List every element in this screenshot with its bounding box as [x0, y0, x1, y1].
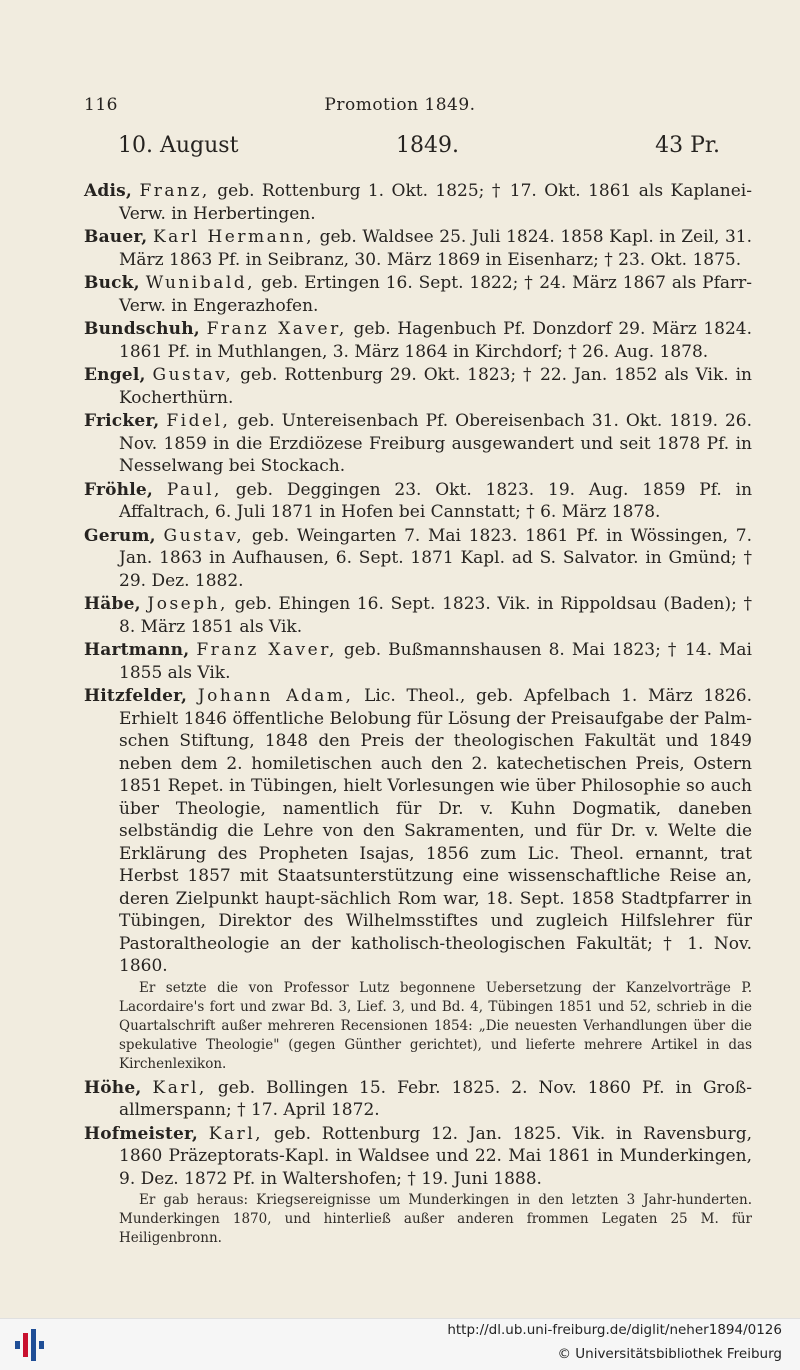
viewer-footer — [0, 1318, 800, 1370]
copyright-notice: © Universitätsbibliothek Freiburg — [557, 1346, 782, 1362]
promotion-year: 1849. — [396, 133, 459, 158]
promotion-date: 10. August — [118, 133, 239, 158]
entry-note: Er setzte die von Professor Lutz begonnene Uebersetzung der Kanzelvorträge P. Lacordaire's fort und zwar Bd. 3, Lief. 3, und Bd. 4, Tübingen 1851 und 52, schrieb in die Quartalschrift außer mehreren Recensionen 1854: „Die neuesten Verhandlungen über die spekulative Theologie" (gegen Günther gerichtet), und lieferte mehrere Artikel in das Kirchenlexikon. — [119, 979, 752, 1072]
biography-entry — [84, 364, 752, 409]
entry-given-name: Karl, — [208, 1123, 264, 1144]
page-number: 116 — [84, 95, 118, 115]
running-title: Promotion 1849. — [324, 95, 476, 115]
entries-list — [84, 180, 752, 1251]
biography-entry — [84, 1077, 752, 1122]
entry-given-name: Franz, — [139, 181, 210, 201]
entry-given-name: Gustav, — [163, 525, 245, 546]
promotion-count: 43 Pr. — [655, 133, 720, 158]
entry-surname: Fricker, — [84, 411, 160, 431]
entry-text: geb. Hagenbuch Pf. Donzdorf 29. März 1824. 1861 Pf. in Muthlangen, 3. März 1864 in Kirchdorf; † 26. Aug. 1878. — [119, 319, 753, 362]
biography-entry — [84, 593, 752, 638]
entry-given-name: Karl Hermann, — [152, 227, 315, 247]
university-library-logo-icon — [12, 1327, 52, 1363]
entry-surname: Bauer, — [84, 227, 148, 247]
entry-text: geb. Bußmannshausen 8. Mai 1823; † 14. Mai 1855 als Vik. — [119, 640, 752, 683]
entry-given-name: Joseph, — [147, 594, 228, 614]
entry-given-name: Fidel, — [166, 411, 231, 431]
entry-surname: Buck, — [84, 273, 140, 293]
entry-text: geb. Bollingen 15. Febr. 1825. 2. Nov. 1860 Pf. in Groß-allmerspann; † 17. April 1872. — [119, 1077, 752, 1120]
biography-entry — [84, 226, 752, 271]
entry-given-name: Johann Adam, — [197, 686, 354, 706]
biography-entry — [84, 685, 752, 978]
biography-entry — [84, 525, 752, 593]
entry-surname: Engel, — [84, 365, 146, 385]
entry-given-name: Wunibald, — [145, 273, 256, 293]
entry-text: geb. Ertingen 16. Sept. 1822; † 24. März 1867 als Pfarr-Verw. in Engerazhofen. — [119, 273, 752, 316]
entry-surname: Gerum, — [84, 525, 156, 546]
entry-surname: Hofmeister, — [84, 1123, 199, 1144]
biography-entry — [84, 1123, 752, 1191]
entry-given-name: Franz Xaver, — [196, 640, 337, 660]
entry-surname: Häbe, — [84, 594, 141, 614]
biography-entry — [84, 410, 752, 478]
biography-entry — [84, 318, 752, 363]
biography-entry — [84, 180, 752, 225]
entry-given-name: Franz Xaver, — [206, 319, 347, 339]
entry-given-name: Karl, — [152, 1077, 207, 1098]
entry-surname: Hitzfelder, — [84, 686, 188, 706]
entry-text: geb. Ehingen 16. Sept. 1823. Vik. in Rippoldsau (Baden); † 8. März 1851 als Vik. — [119, 594, 753, 637]
biography-entry — [84, 272, 752, 317]
entry-given-name: Paul, — [166, 479, 222, 500]
promotion-date-line — [118, 133, 720, 163]
entry-text: geb. Untereisenbach Pf. Obereisenbach 31. Okt. 1819. 26. Nov. 1859 in die Erzdiözese Freiburg ausgewandert und seit 1878 Pf. in Nesselwang bei Stockach. — [119, 411, 753, 476]
entry-given-name: Gustav, — [152, 365, 234, 385]
entry-surname: Bundschuh, — [84, 319, 200, 339]
entry-surname: Fröhle, — [84, 479, 154, 500]
entry-text: geb. Rottenburg 12. Jan. 1825. Vik. in Ravensburg, 1860 Präzeptorats-Kapl. in Waldsee und 22. Mai 1861 in Munderkingen, 9. Dez. 1872 Pf. in Waltershofen; † 19. Juni 1888. — [119, 1123, 752, 1189]
permalink-link[interactable]: http://dl.ub.uni-freiburg.de/diglit/neher1894/0126 — [447, 1322, 782, 1338]
biography-entry — [84, 479, 752, 524]
entry-note: Er gab heraus: Kriegsereignisse um Munderkingen in den letzten 3 Jahr-hunderten. Munderkingen 1870, und hinterließ außer anderen frommen Legaten 25 M. für Heiligenbronn. — [119, 1192, 752, 1246]
entry-text: geb. Rottenburg 1. Okt. 1825; † 17. Okt. 1861 als Kaplanei-Verw. in Herbertingen. — [119, 181, 752, 224]
entry-text: geb. Waldsee 25. Juli 1824. 1858 Kapl. in Zeil, 31. März 1863 Pf. in Seibranz, 30. März 1869 in Eisenharz; † 23. Okt. 1875. — [119, 227, 753, 270]
entry-surname: Höhe, — [84, 1077, 142, 1098]
entry-text: geb. Deggingen 23. Okt. 1823. 19. Aug. 1859 Pf. in Affaltrach, 6. Juli 1871 in Hofen bei Cannstatt; † 6. März 1878. — [119, 479, 753, 522]
biography-entry — [84, 639, 752, 684]
entry-surname: Hartmann, — [84, 640, 190, 660]
entry-surname: Adis, — [84, 181, 133, 201]
entry-text: geb. Rottenburg 29. Okt. 1823; † 22. Jan. 1852 als Vik. in Kocherthürn. — [119, 365, 752, 408]
entry-text: geb. Weingarten 7. Mai 1823. 1861 Pf. in Wössingen, 7. Jan. 1863 in Aufhausen, 6. Sept. 1871 Kapl. ad S. Salvator. in Gmünd; † 29. Dez. 1882. — [119, 525, 752, 591]
entry-text: Lic. Theol., geb. Apfelbach 1. März 1826. Erhielt 1846 öffentliche Belobung für Lösung der Preisaufgabe der Palm-schen Stiftung, 1848 den Preis der theologischen Fakultät und 1849 neben dem 2. homiletischen auch den 2. katechetischen Preis, Ostern 1851 Repet. in Tübingen, hielt Vorlesungen wie über Philosophie so auch über Theologie, namentlich für Dr. v. Kuhn Dogmatik, daneben selbständig die Lehre von den Sakramenten, und für Dr. v. Welte die Erklärung des Propheten Isajas, 1856 zum Lic. Theol. ernannt, trat Herbst 1857 mit Staatsunterstützung eine wissenschaftliche Reise an, deren Zielpunkt haupt-sächlich Rom war, 18. Sept. 1858 Stadtpfarrer in Tübingen, Direktor des Wilhelmsstiftes und zugleich Hilfslehrer für Pastoraltheologie an der katholisch-theologischen Fakultät; † 1. Nov. 1860. — [119, 686, 752, 976]
